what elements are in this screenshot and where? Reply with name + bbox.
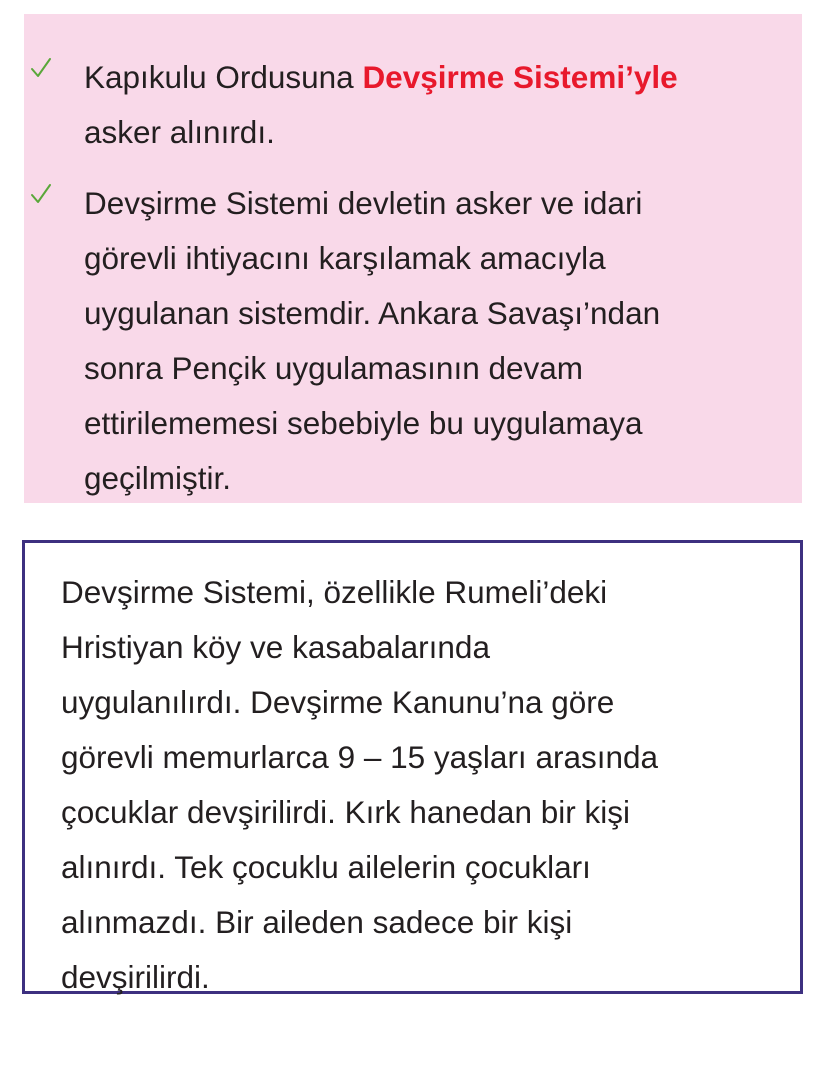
pink-info-panel [24, 14, 802, 503]
bullet-line: geçilmiştir. [84, 460, 232, 496]
bullet-line: ettirilememesi sebebiyle bu uygulamaya [84, 405, 643, 441]
info-box-text [61, 565, 781, 1005]
bullet-line: asker alınırdı. [84, 114, 275, 150]
bullet-line: görevli ihtiyacını karşılamak amacıyla [84, 240, 606, 276]
bullet-line-prefix: Kapıkulu Ordusuna [84, 59, 363, 95]
checkmark-icon [30, 182, 52, 206]
info-line: görevli memurlarca 9 – 15 yaşları arasında [61, 739, 659, 775]
bullet-line [84, 50, 799, 105]
info-line: alınmazdı. Bir aileden sadece bir kişi [61, 904, 573, 940]
info-line: devşirilirdi. [61, 959, 210, 995]
checkmark-icon [30, 56, 52, 80]
info-line: çocuklar devşirilirdi. Kırk hanedan bir kişi [61, 794, 630, 830]
outlined-info-box [22, 540, 803, 994]
bullet-text [84, 176, 799, 506]
bullet-line: sonra Pençik uygulamasının devam [84, 350, 584, 386]
info-line: uygulanılırdı. Devşirme Kanunu’na göre [61, 684, 615, 720]
bullet-line: Devşirme Sistemi devletin asker ve idari [84, 185, 643, 221]
devsirme-highlight: Devşirme Sistemi’yle [362, 59, 678, 95]
bullet-text [84, 50, 799, 160]
info-line: alınırdı. Tek çocuklu ailelerin çocukları [61, 849, 591, 885]
info-line: Devşirme Sistemi, özellikle Rumeli’deki [61, 574, 608, 610]
bullet-line: uygulanan sistemdir. Ankara Savaşı’ndan [84, 295, 661, 331]
info-line: Hristiyan köy ve kasabalarında [61, 629, 490, 665]
